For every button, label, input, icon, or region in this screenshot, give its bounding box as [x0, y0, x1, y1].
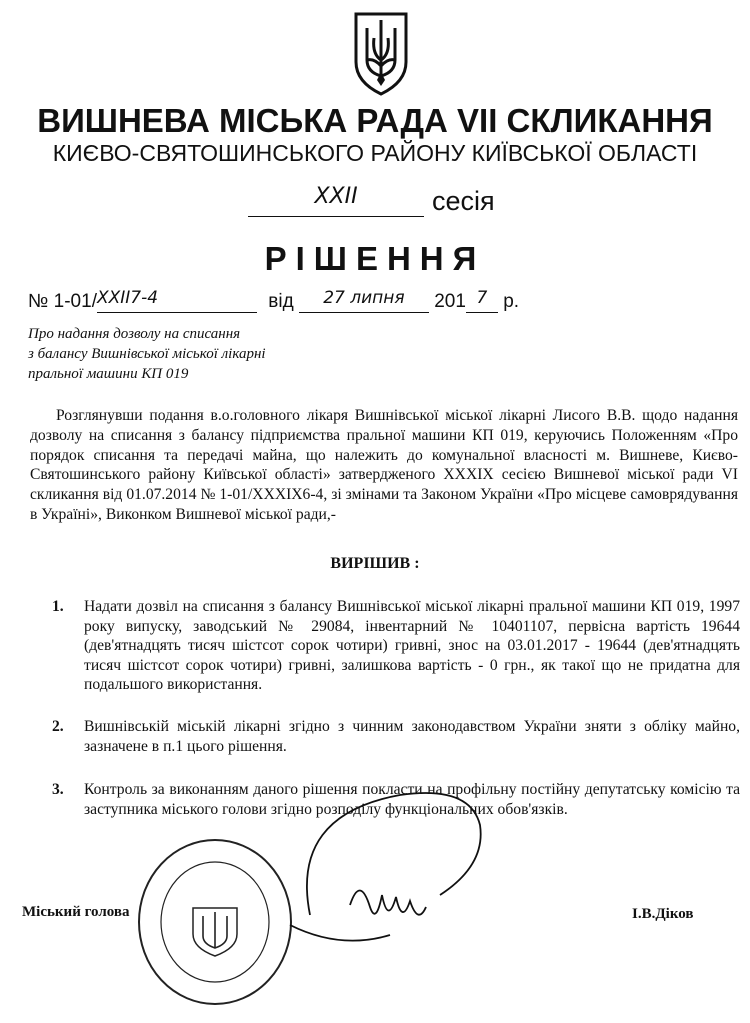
item-number: 3. [52, 781, 64, 798]
trident-emblem-icon [350, 10, 412, 96]
number-prefix: № 1-01/ [28, 291, 97, 312]
item-text: Вишнівській міській лікарні згідно з чинним законодавством України зняти з обліку майно, зазначене в п.1 цього рішення. [84, 718, 740, 755]
subject-line: з балансу Вишнівської міської лікарні [28, 346, 266, 362]
decided-heading: ВИРІШИВ : [330, 555, 420, 572]
decision-item [52, 717, 740, 756]
year-prefix: 201 [434, 291, 466, 312]
year-unit: р. [503, 291, 520, 312]
number-line [28, 288, 519, 313]
year-suffix: 7 [466, 288, 498, 313]
signature-position: Міський голова [22, 904, 130, 920]
date-from-label: від [268, 291, 294, 312]
decision-subject [28, 324, 266, 384]
intro-paragraph: Розглянувши подання в.о.головного лікаря Вишнівської міської лікарні Лисого В.В. щодо надання дозволу на списання з балансу підприємства пральної машини КП 019, керуючись Положенням «Про порядок списання та передачі майна, що належить до комунальної власності м. Вишневе, Києво-Святошинського району Київської області» затвердженого XXXIX сесією Вишневої міської ради VI скликання від 01.07.2014 № 1-01/XXXIX6-4, зі змінами та Законом України «Про місцеве самоврядування в Україні», Виконком Вишневої міської ради,- [30, 407, 738, 523]
item-number: 2. [52, 718, 64, 735]
session-word: сесія [432, 186, 495, 216]
session-number: XXII [248, 184, 424, 217]
handwritten-signature [250, 775, 490, 975]
item-number: 1. [52, 598, 64, 615]
session-line [248, 184, 495, 217]
signature-name: І.В.Діков [632, 906, 694, 922]
subject-line: пральної машини КП 019 [28, 366, 189, 382]
council-title: ВИШНЕВА МІСЬКА РАДА VII СКЛИКАННЯ [37, 102, 713, 139]
decision-date: 27 липня [299, 288, 429, 313]
decision-item [52, 597, 740, 695]
decision-number: XXII7-4 [97, 288, 257, 313]
region-title: КИЄВО-СВЯТОШИНСЬКОГО РАЙОНУ КИЇВСЬКОЇ ОБЛАСТІ [52, 140, 698, 166]
subject-line: Про надання дозволу на списання [28, 326, 241, 342]
item-text: Надати дозвіл на списання з балансу Вишнівської міської лікарні пральної машини КП 019, 1997 року випуску, заводський № 29084, інвентарний № 10401107, первісна вартість 19644 (дев'ятнадцять тисяч шістсот сорок чотири) гривні, знос на 03.01.2017 - 19644 (дев'ятнадцять тисяч шістсот сорок чотири) гривні, залишкова вартість - 0 грн., як такої що не придатна для подальшого використання. [84, 598, 740, 694]
doc-type-title: РІШЕННЯ [264, 240, 486, 277]
item-text: Контроль за виконанням даного рішення покласти на профільну постійну депутатську комісію та заступника міського голови згідно розподілу функціональних обов'язків. [84, 781, 740, 818]
